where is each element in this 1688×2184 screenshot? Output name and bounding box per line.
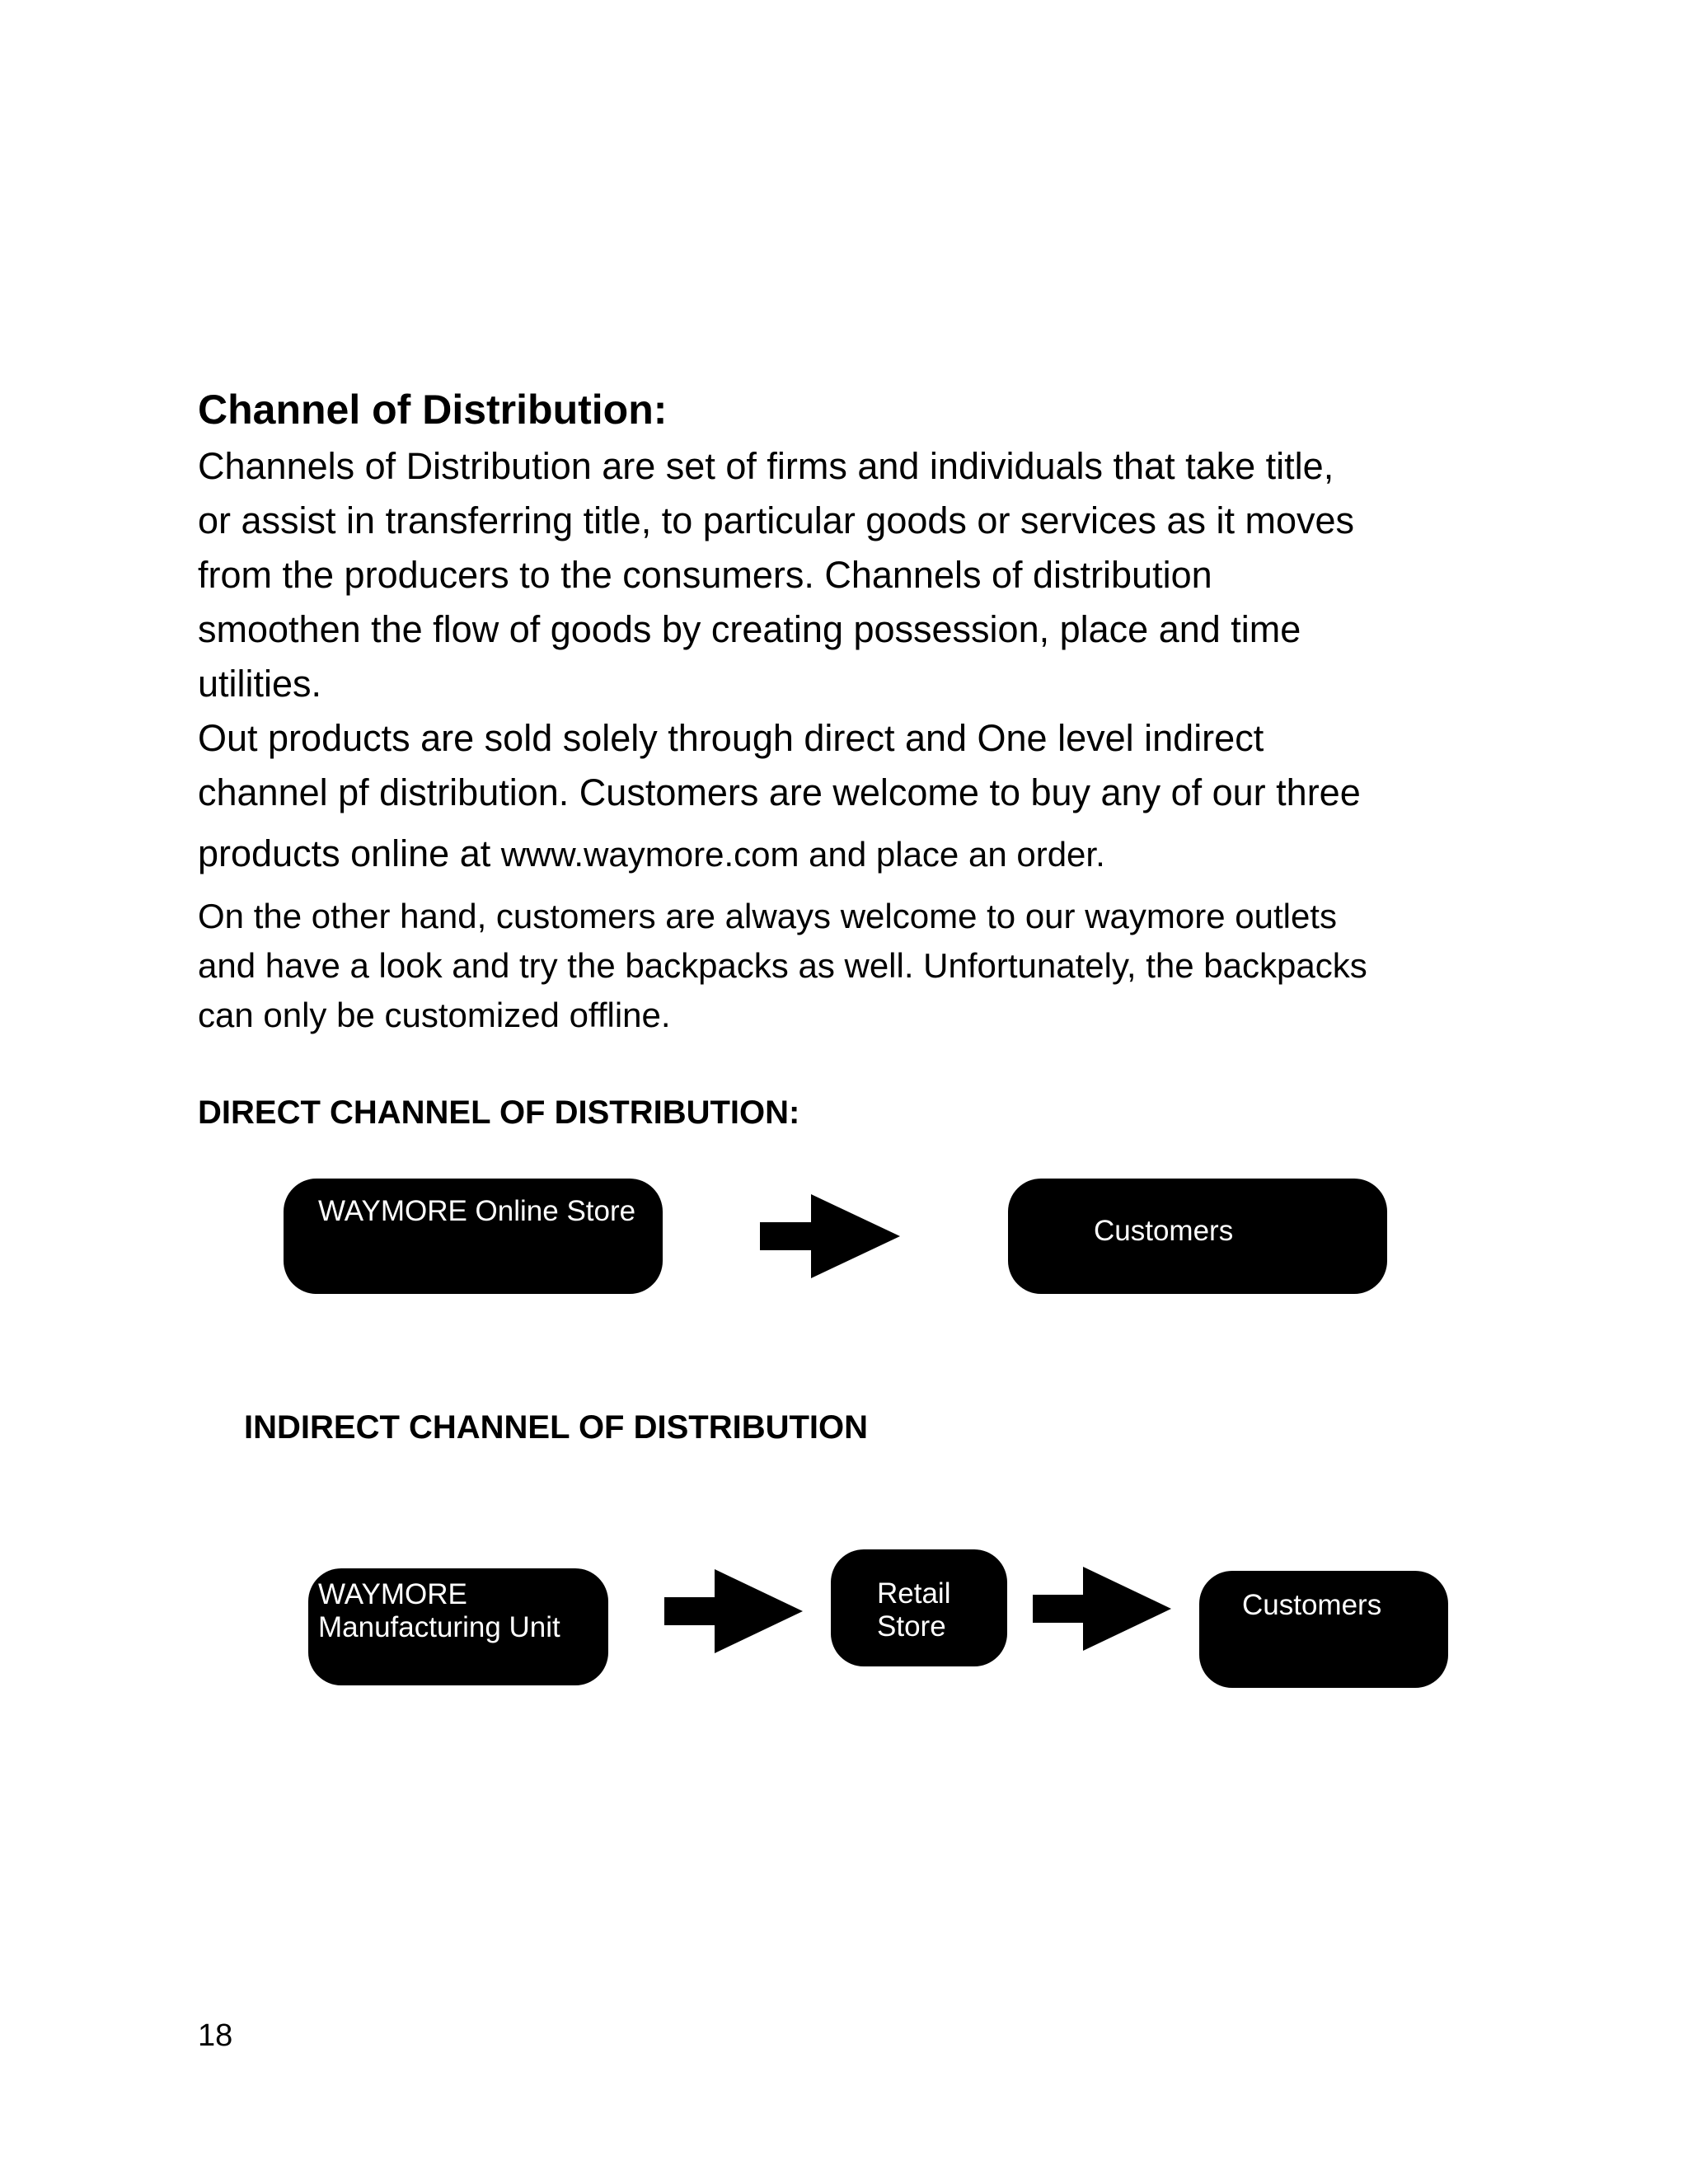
paragraph-line: channel pf distribution. Customers are welcome to buy any of our three (198, 771, 1361, 813)
online-store-node (284, 1179, 663, 1294)
page-number: 18 (198, 2018, 233, 2053)
manufacturing-unit-node (308, 1568, 608, 1685)
paragraph-line: On the other hand, customers are always welcome to our waymore outlets (198, 897, 1337, 935)
outlets-paragraph (198, 892, 1550, 1040)
online-line-prefix: products online at (198, 832, 501, 874)
paragraph-line: Out products are sold solely through direct and One level indirect (198, 717, 1264, 759)
node-label: WAYMORE (318, 1578, 467, 1610)
customers-node (1199, 1571, 1448, 1688)
paragraph-line: smoothen the flow of goods by creating possession, place and time (198, 608, 1301, 650)
paragraph-line: and have a look and try the backpacks as well. Unfortunately, the backpacks (198, 946, 1367, 985)
indirect-channel-heading: INDIRECT CHANNEL OF DISTRIBUTION (244, 1409, 869, 1446)
node-label: Retail (877, 1577, 951, 1610)
node-label: Customers (1094, 1215, 1234, 1247)
online-line-url: www.waymore.com and place an order. (500, 835, 1105, 874)
paragraph-line: can only be customized offline. (198, 996, 671, 1034)
arrow-right-icon (760, 1194, 900, 1278)
node-label: WAYMORE Online Store (318, 1195, 636, 1227)
paragraph-line: utilities. (198, 663, 322, 705)
intro-paragraph (198, 439, 1550, 711)
paragraph-line: Channels of Distribution are set of firms and individuals that take title, (198, 445, 1334, 487)
products-paragraph (198, 711, 1550, 820)
arrow-right-icon (1033, 1567, 1171, 1651)
arrow-right-icon (664, 1569, 803, 1653)
customers-node (1008, 1179, 1387, 1294)
node-label: Manufacturing Unit (318, 1611, 560, 1643)
retail-store-node (831, 1549, 1007, 1666)
page-title: Channel of Distribution: (198, 387, 668, 433)
node-label: Customers (1242, 1589, 1382, 1621)
paragraph-line: from the producers to the consumers. Channels of distribution (198, 554, 1212, 596)
paragraph-line: or assist in transferring title, to particular goods or services as it moves (198, 499, 1355, 541)
direct-channel-heading: DIRECT CHANNEL OF DISTRIBUTION: (198, 1094, 800, 1131)
online-order-line (198, 827, 1550, 882)
node-label: Store (877, 1610, 946, 1643)
